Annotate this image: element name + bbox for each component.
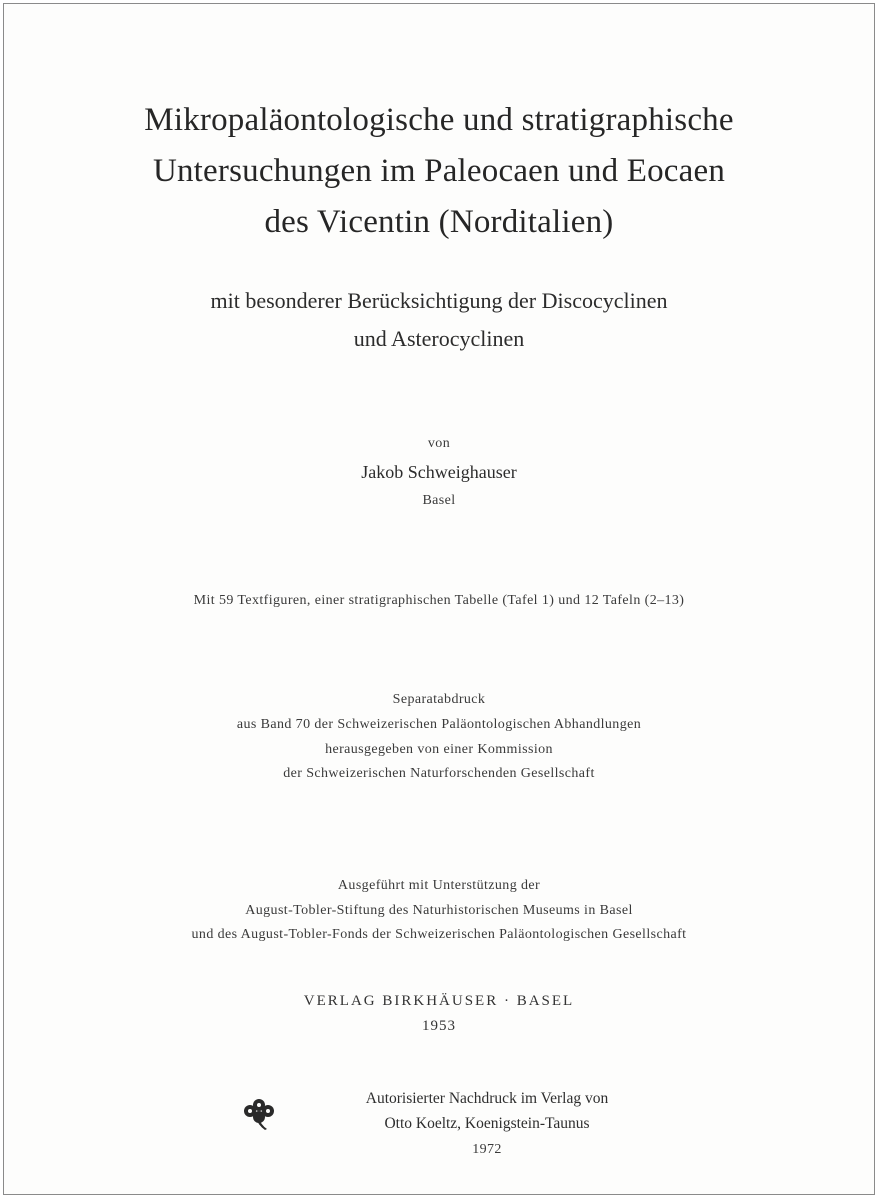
title-line-3: des Vicentin (Norditalien) xyxy=(264,204,614,240)
offprint-line-2: aus Band 70 der Schweizerischen Paläontologischen Abhandlungen xyxy=(236,717,642,732)
author-prefix: von xyxy=(427,436,451,451)
support-line-3: und des August-Tobler-Fonds der Schweizerischen Paläontologischen Gesellschaft xyxy=(191,927,687,942)
subtitle-line-1: mit besonderer Berücksichtigung der Discocyclinen xyxy=(210,288,668,313)
reprint-line-1: Autorisierter Nachdruck im Verlag von xyxy=(365,1090,609,1107)
offprint-line-3: herausgegeben von einer Kommission xyxy=(325,742,553,757)
support-line-1: Ausgeführt mit Unterstützung der xyxy=(337,878,541,893)
figures-note: Mit 59 Textfiguren, einer stratigraphischen Tabelle (Tafel 1) und 12 Tafeln (2–13) xyxy=(193,593,685,608)
publisher-year: 1953 xyxy=(422,1018,456,1034)
subtitle-line-2: und Asterocyclinen xyxy=(353,326,525,351)
title-page xyxy=(3,3,875,1195)
author-name: Jakob Schweighauser xyxy=(361,462,517,482)
offprint-line-4: der Schweizerischen Naturforschenden Gesellschaft xyxy=(283,766,595,781)
reprint-line-2: Otto Koeltz, Koenigstein-Taunus xyxy=(384,1115,590,1132)
offprint-line-1: Separatabdruck xyxy=(392,692,486,707)
reprint-year: 1972 xyxy=(472,1142,502,1157)
title-line-2: Untersuchungen im Paleocaen und Eocaen xyxy=(152,153,726,189)
author-city: Basel xyxy=(422,493,456,508)
support-line-2: August-Tobler-Stiftung des Naturhistorischen Museums in Basel xyxy=(245,903,633,918)
title-line-1: Mikropaläontologische und stratigraphische xyxy=(144,102,734,138)
publisher-name: VERLAG BIRKHÄUSER · BASEL xyxy=(303,993,575,1009)
